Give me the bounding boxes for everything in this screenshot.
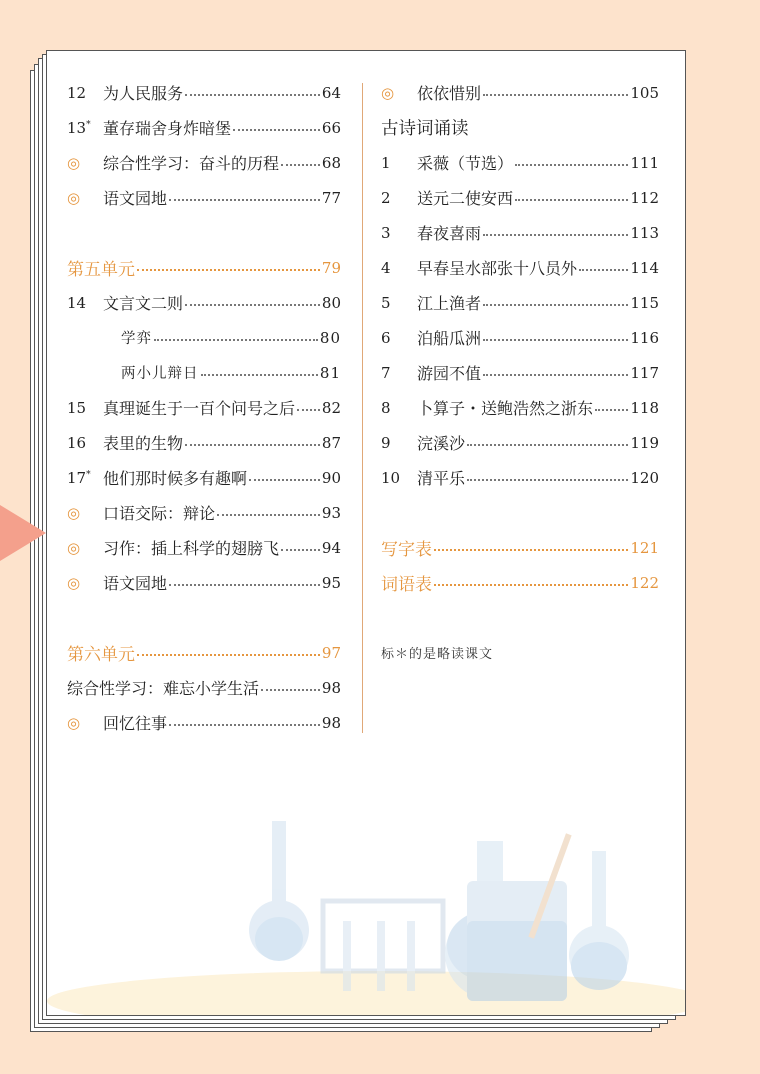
page-number: 119 bbox=[630, 433, 659, 452]
toc-entry[interactable] bbox=[381, 355, 659, 390]
lesson-number: 7 bbox=[381, 363, 391, 382]
toc-entry[interactable] bbox=[67, 180, 341, 215]
dot-leader bbox=[297, 408, 320, 411]
toc-entry[interactable] bbox=[381, 75, 659, 110]
entry-title: 清平乐 bbox=[417, 469, 466, 488]
page-number: 117 bbox=[630, 363, 659, 382]
entry-title: 词语表 bbox=[381, 575, 432, 595]
page-number: 120 bbox=[630, 468, 659, 487]
toc-entry[interactable] bbox=[67, 705, 341, 740]
entry-title: 浣溪沙 bbox=[417, 434, 466, 453]
dot-leader bbox=[595, 408, 628, 411]
dot-leader bbox=[185, 443, 320, 446]
bookmark-ribbon-icon bbox=[0, 505, 46, 561]
page-number: 80 bbox=[321, 293, 341, 312]
spacer bbox=[381, 600, 659, 635]
dot-leader bbox=[467, 443, 628, 446]
entry-title: 董存瑞舍身炸暗堡 bbox=[103, 119, 232, 138]
entry-title: 他们那时候多有趣啊 bbox=[103, 469, 248, 488]
circle-mark-icon: ◎ bbox=[67, 503, 81, 522]
page-number: 122 bbox=[630, 573, 659, 592]
page-number: 98 bbox=[321, 678, 341, 697]
toc-entry[interactable] bbox=[67, 530, 341, 565]
page-number: 116 bbox=[630, 328, 659, 347]
unit-heading[interactable] bbox=[67, 635, 341, 670]
entry-title: 表里的生物 bbox=[103, 434, 184, 453]
entry-title: 两小儿辩日 bbox=[121, 366, 199, 382]
toc-page bbox=[46, 50, 686, 1016]
dot-leader bbox=[467, 478, 628, 481]
lesson-number: 16 bbox=[67, 433, 87, 452]
toc-entry[interactable] bbox=[381, 460, 659, 495]
toc-entry[interactable] bbox=[67, 425, 341, 460]
page-number: 87 bbox=[321, 433, 341, 452]
dot-leader bbox=[137, 653, 320, 656]
lesson-number: 12 bbox=[67, 83, 87, 102]
lesson-number: 9 bbox=[381, 433, 391, 452]
toc-entry[interactable] bbox=[381, 425, 659, 460]
entry-title: 卜算子・送鲍浩然之浙东 bbox=[417, 399, 594, 418]
star-mark: * bbox=[86, 469, 91, 480]
dot-leader bbox=[169, 583, 320, 586]
dot-leader bbox=[137, 268, 320, 271]
page-number: 64 bbox=[321, 83, 341, 102]
dot-leader bbox=[434, 548, 628, 551]
entry-title: 综合性学习：奋斗的历程 bbox=[103, 154, 280, 173]
toc-left-column bbox=[67, 75, 341, 740]
toc-entry[interactable] bbox=[67, 320, 341, 355]
section-heading: 古诗词诵读 bbox=[381, 119, 469, 139]
star-mark: * bbox=[86, 119, 91, 130]
dot-leader bbox=[185, 93, 320, 96]
entry-title: 写字表 bbox=[381, 540, 432, 560]
page-number: 115 bbox=[630, 293, 659, 312]
entry-title: 第六单元 bbox=[67, 645, 135, 665]
lesson-number: 14 bbox=[67, 293, 87, 312]
lesson-number: 8 bbox=[381, 398, 391, 417]
entry-title: 学弈 bbox=[121, 331, 152, 347]
entry-title: 江上渔者 bbox=[417, 294, 482, 313]
lesson-number: 5 bbox=[381, 293, 391, 312]
lesson-number: 17* bbox=[67, 468, 91, 487]
entry-title: 语文园地 bbox=[103, 574, 168, 593]
page-number: 114 bbox=[630, 258, 659, 277]
page-number: 81 bbox=[319, 363, 341, 382]
page-number: 79 bbox=[321, 258, 341, 277]
entry-title: 习作：插上科学的翅膀飞 bbox=[103, 539, 280, 558]
dot-leader bbox=[154, 338, 318, 341]
page-number: 94 bbox=[321, 538, 341, 557]
toc-entry[interactable] bbox=[381, 320, 659, 355]
page-number: 112 bbox=[630, 188, 659, 207]
page-number: 98 bbox=[321, 713, 341, 732]
dot-leader bbox=[515, 163, 628, 166]
page-number: 90 bbox=[321, 468, 341, 487]
toc-entry[interactable] bbox=[67, 495, 341, 530]
entry-title: 早春呈水部张十八员外 bbox=[417, 259, 578, 278]
circle-mark-icon: ◎ bbox=[67, 713, 81, 732]
entry-title: 为人民服务 bbox=[103, 84, 184, 103]
spacer bbox=[67, 600, 341, 635]
toc-entry[interactable] bbox=[67, 460, 341, 495]
page-number: 80 bbox=[319, 328, 341, 347]
dot-leader bbox=[281, 163, 320, 166]
toc-entry[interactable] bbox=[67, 285, 341, 320]
toc-entry[interactable] bbox=[381, 180, 659, 215]
unit-heading[interactable] bbox=[381, 565, 659, 600]
dot-leader bbox=[483, 303, 628, 306]
dot-leader bbox=[169, 198, 320, 201]
entry-title: 第五单元 bbox=[67, 260, 135, 280]
toc-entry[interactable] bbox=[67, 670, 341, 705]
dot-leader bbox=[201, 373, 318, 376]
page-number: 111 bbox=[630, 153, 659, 172]
dot-leader bbox=[483, 233, 628, 236]
dot-leader bbox=[515, 198, 628, 201]
entry-title: 语文园地 bbox=[103, 189, 168, 208]
entry-title: 送元二使安西 bbox=[417, 189, 514, 208]
entry-title: 综合性学习：难忘小学生活 bbox=[67, 679, 260, 698]
lesson-number: 10 bbox=[381, 468, 401, 487]
toc-entry[interactable] bbox=[67, 355, 341, 390]
circle-mark-icon: ◎ bbox=[67, 188, 81, 207]
dot-leader bbox=[261, 688, 320, 691]
page-number: 95 bbox=[321, 573, 341, 592]
dot-leader bbox=[483, 338, 628, 341]
spacer bbox=[67, 215, 341, 250]
spacer bbox=[381, 495, 659, 530]
page-number: 82 bbox=[321, 398, 341, 417]
unit-heading[interactable] bbox=[381, 530, 659, 565]
circle-mark-icon: ◎ bbox=[381, 83, 395, 102]
lesson-number: 3 bbox=[381, 223, 391, 242]
lesson-number: 2 bbox=[381, 188, 391, 207]
circle-mark-icon: ◎ bbox=[67, 153, 81, 172]
lesson-number: 13* bbox=[67, 118, 91, 137]
toc-entry[interactable] bbox=[67, 145, 341, 180]
entry-title: 泊船瓜洲 bbox=[417, 329, 482, 348]
entry-title: 文言文二则 bbox=[103, 294, 184, 313]
page-number: 97 bbox=[321, 643, 341, 662]
entry-title: 口语交际：辩论 bbox=[103, 504, 216, 523]
dot-leader bbox=[249, 478, 320, 481]
entry-title: 真理诞生于一百个问号之后 bbox=[103, 399, 296, 418]
lab-glassware-icon bbox=[47, 771, 685, 1015]
toc-entry[interactable] bbox=[381, 145, 659, 180]
entry-title: 游园不值 bbox=[417, 364, 482, 383]
page-number: 113 bbox=[630, 223, 659, 242]
toc-entry[interactable] bbox=[67, 565, 341, 600]
page-number: 68 bbox=[321, 153, 341, 172]
lesson-number: 4 bbox=[381, 258, 391, 277]
dot-leader bbox=[483, 93, 628, 96]
dot-leader bbox=[169, 723, 320, 726]
dot-leader bbox=[434, 583, 628, 586]
dot-leader bbox=[185, 303, 320, 306]
toc-entry[interactable] bbox=[381, 390, 659, 425]
page-number: 121 bbox=[630, 538, 659, 557]
toc-entry[interactable] bbox=[67, 110, 341, 145]
toc-entry[interactable] bbox=[67, 75, 341, 110]
lesson-number: 1 bbox=[381, 153, 391, 172]
dot-leader bbox=[217, 513, 320, 516]
entry-title: 回忆往事 bbox=[103, 714, 168, 733]
lesson-number: 15 bbox=[67, 398, 87, 417]
toc-entry[interactable] bbox=[381, 250, 659, 285]
circle-mark-icon: ◎ bbox=[67, 538, 81, 557]
toc-right-column bbox=[381, 75, 659, 670]
page-number: 105 bbox=[630, 83, 659, 102]
circle-mark-icon: ◎ bbox=[67, 573, 81, 592]
entry-title: 依依惜别 bbox=[417, 84, 482, 103]
entry-title: 采薇（节选） bbox=[417, 154, 514, 173]
toc-entry[interactable] bbox=[67, 390, 341, 425]
page-number: 118 bbox=[630, 398, 659, 417]
entry-title: 春夜喜雨 bbox=[417, 224, 482, 243]
toc-entry[interactable] bbox=[381, 285, 659, 320]
unit-heading[interactable] bbox=[67, 250, 341, 285]
page-number: 77 bbox=[321, 188, 341, 207]
dot-leader bbox=[579, 268, 628, 271]
page-number: 93 bbox=[321, 503, 341, 522]
dot-leader bbox=[483, 373, 628, 376]
lesson-number: 6 bbox=[381, 328, 391, 347]
footnote: 标＊的是略读课文 bbox=[381, 647, 494, 662]
dot-leader bbox=[233, 128, 320, 131]
dot-leader bbox=[281, 548, 320, 551]
column-divider bbox=[362, 83, 363, 733]
toc-entry[interactable] bbox=[381, 215, 659, 250]
page-number: 66 bbox=[321, 118, 341, 137]
